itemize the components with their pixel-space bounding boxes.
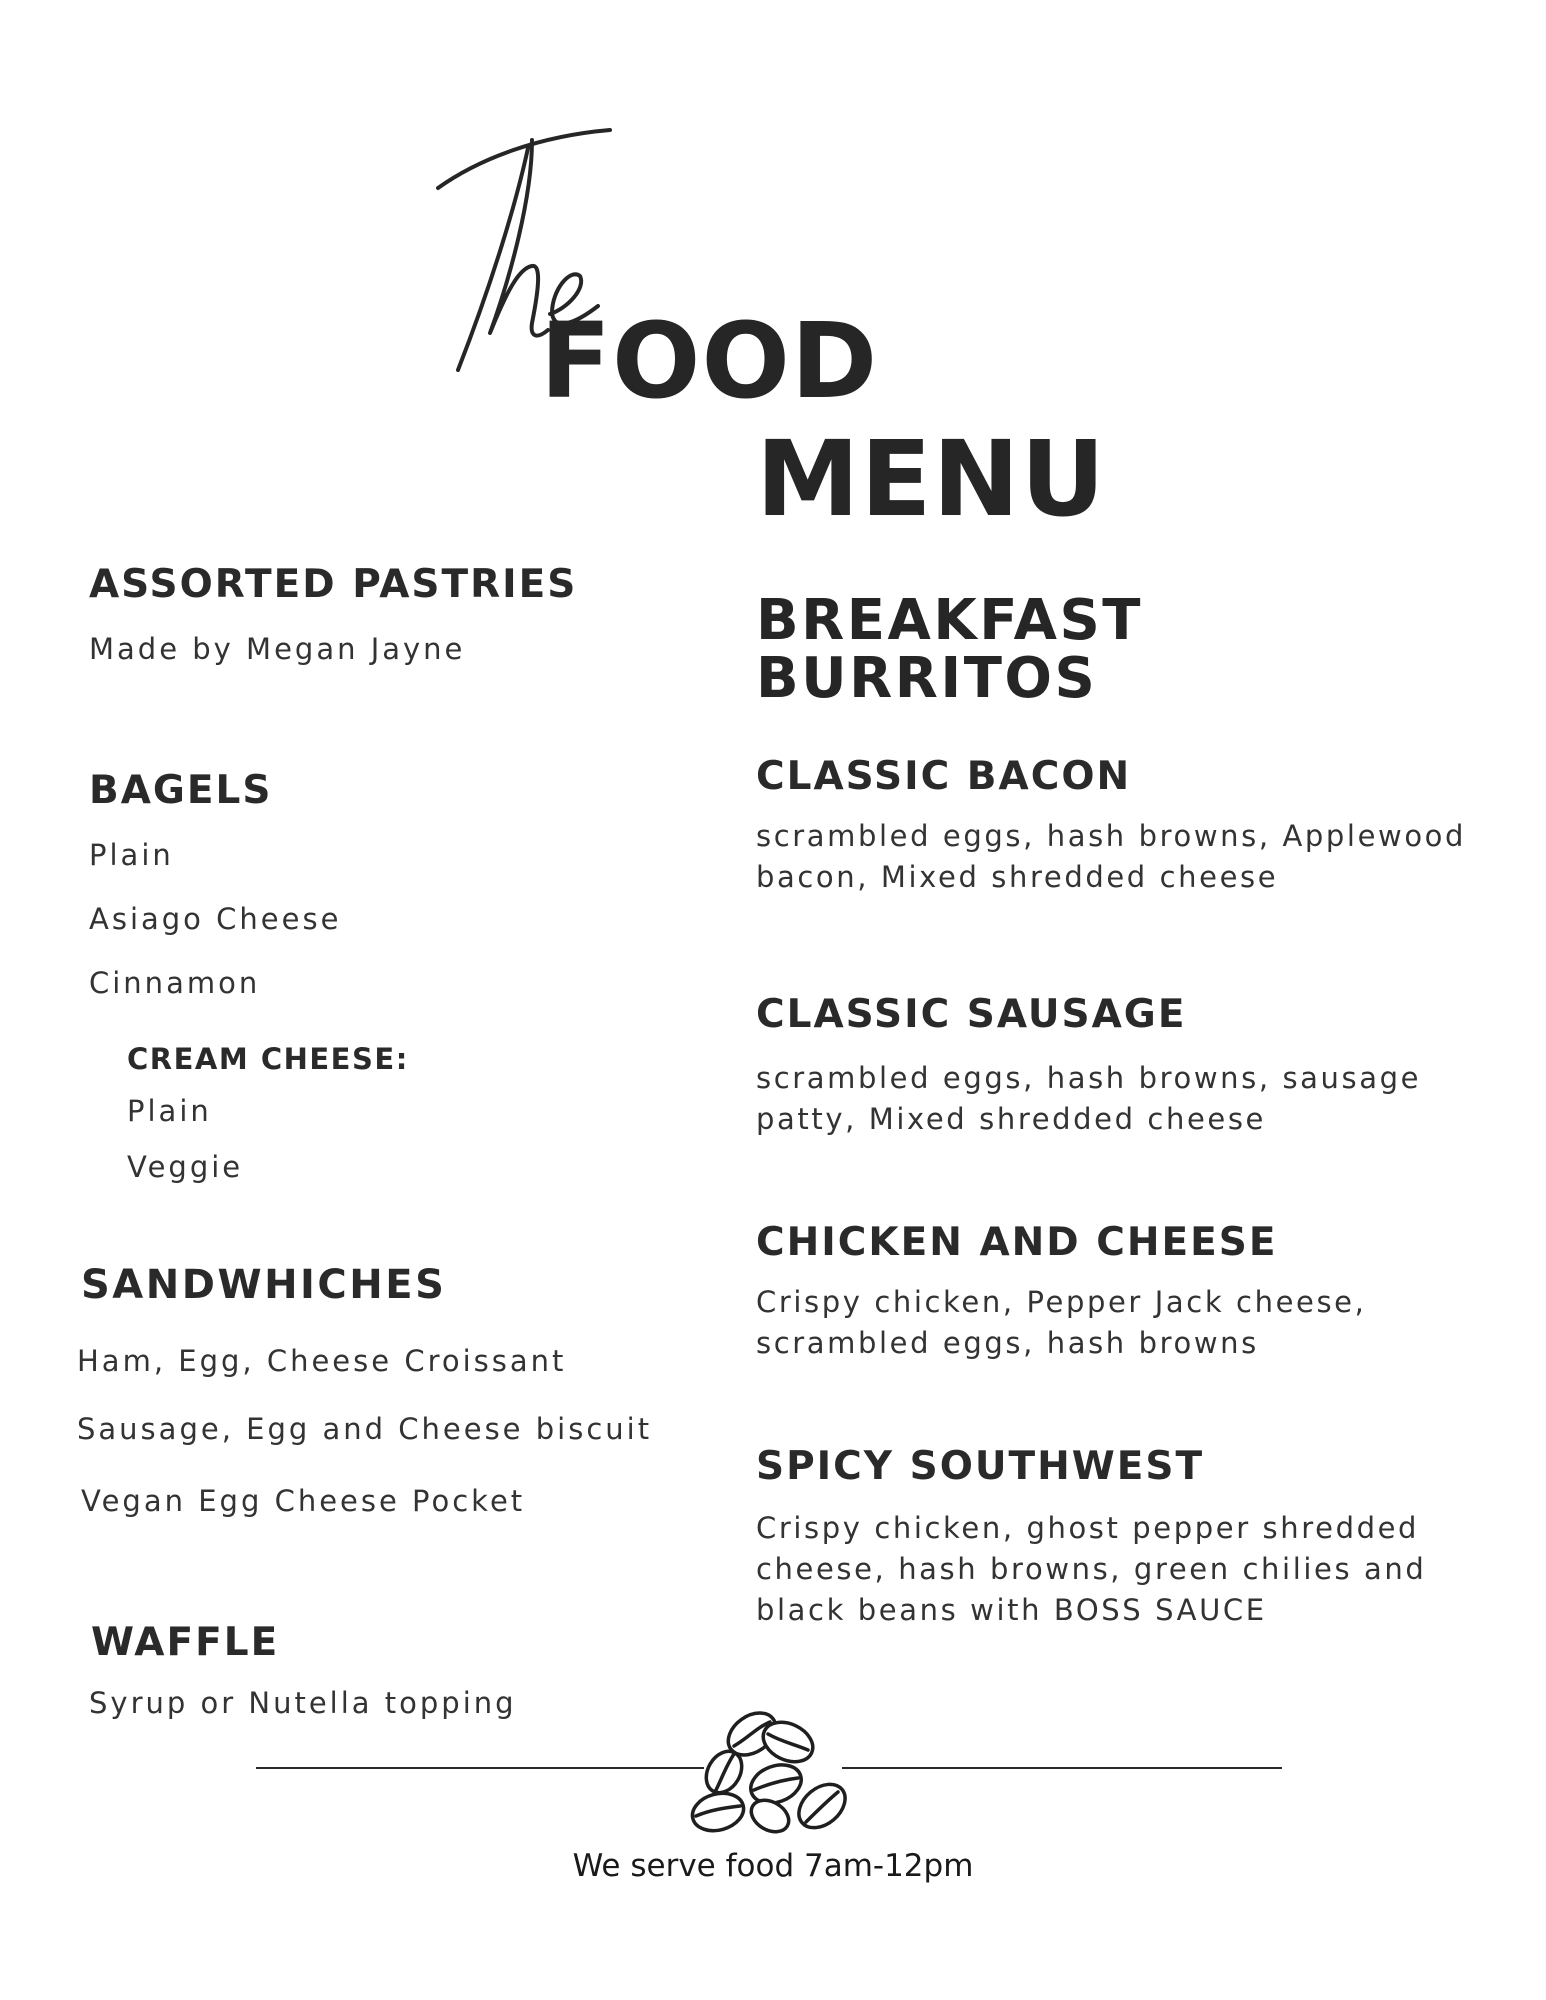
bagel-item: Cinnamon xyxy=(89,966,261,1000)
pastries-heading: ASSORTED PASTRIES xyxy=(89,562,578,607)
burrito-description: Crispy chicken, Pepper Jack cheese, scrambled eggs, hash browns xyxy=(756,1285,1367,1360)
service-hours: We serve food 7am-12pm xyxy=(572,1848,974,1884)
sandwich-item: Sausage, Egg and Cheese biscuit xyxy=(77,1412,653,1446)
burrito-name: CLASSIC SAUSAGE xyxy=(756,992,1187,1037)
burrito-description: scrambled eggs, hash browns, Applewood bacon, Mixed shredded cheese xyxy=(756,819,1467,894)
pastries-subtitle: Made by Megan Jayne xyxy=(89,632,466,666)
burrito-name: SPICY SOUTHWEST xyxy=(756,1444,1205,1489)
burritos-heading: BREAKFAST BURRITOS xyxy=(756,588,1143,711)
bagels-heading: BAGELS xyxy=(89,768,273,813)
cream-cheese-item: Plain xyxy=(127,1094,212,1128)
divider-left xyxy=(256,1767,704,1769)
cream-cheese-heading: CREAM CHEESE: xyxy=(127,1042,409,1076)
waffle-description: Syrup or Nutella topping xyxy=(89,1686,517,1720)
burrito-description: scrambled eggs, hash browns, sausage patty, Mixed shredded cheese xyxy=(756,1061,1422,1136)
waffle-heading: WAFFLE xyxy=(91,1620,280,1665)
title-food: FOOD xyxy=(540,300,879,422)
divider-right xyxy=(842,1767,1282,1769)
coffee-beans-icon xyxy=(684,1698,856,1836)
title-menu: MENU xyxy=(756,418,1107,540)
bagel-item: Asiago Cheese xyxy=(89,902,342,936)
bagel-item: Plain xyxy=(89,838,174,872)
burrito-name: CHICKEN AND CHEESE xyxy=(756,1220,1278,1265)
sandwich-item: Ham, Egg, Cheese Croissant xyxy=(77,1344,567,1378)
burrito-name: CLASSIC BACON xyxy=(756,754,1132,799)
burrito-description: Crispy chicken, ghost pepper shredded cheese, hash browns, green chilies and black beans with BOSS SAUCE xyxy=(756,1511,1427,1627)
sandwiches-heading: SANDWHICHES xyxy=(81,1262,447,1308)
sandwich-item: Vegan Egg Cheese Pocket xyxy=(81,1484,526,1518)
cream-cheese-item: Veggie xyxy=(127,1150,244,1184)
